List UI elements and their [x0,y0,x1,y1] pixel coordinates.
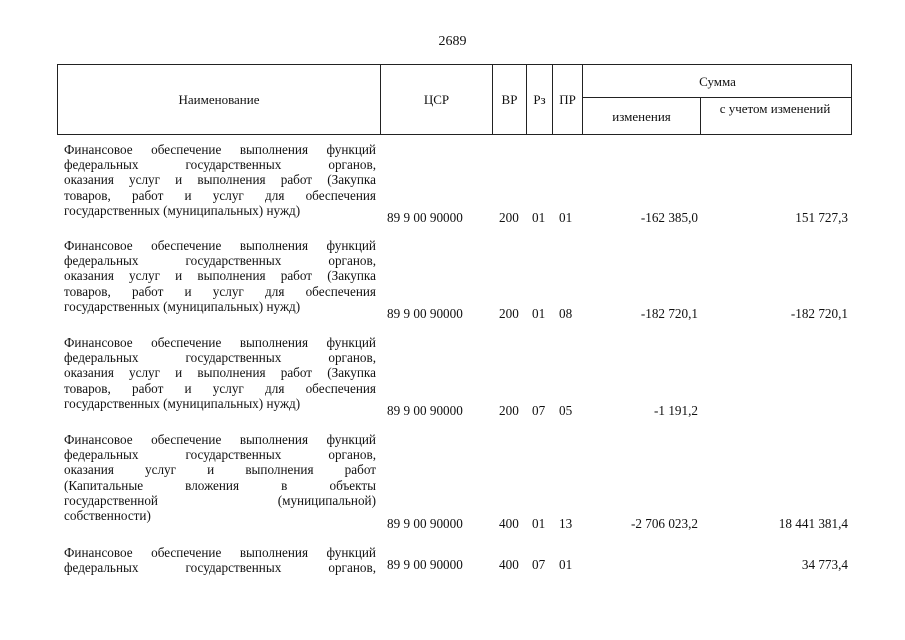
row-csr: 89 9 00 90000 [387,403,463,418]
row-vr: 200 [499,210,519,225]
header-with-change: с учетом изменений [719,101,831,116]
header-rz: Рз [533,92,546,107]
row-name: Финансовое обеспечение выполнения функций федеральных государственных органов, оказания услуг и выполнения работ (Закупка товаров, работ и услуг для обеспечения государственных (муниципальных) нужд) [64,238,376,314]
header-csr: ЦСР [423,92,450,107]
row-name: Финансовое обеспечение выполнения функций федеральных государственных органов, оказания услуг и выполнения работ (Закупка товаров, работ и услуг для обеспечения государственных (муниципальных) нужд) [64,335,376,411]
row-csr: 89 9 00 90000 [387,210,463,225]
header-change: изменения [612,109,671,124]
row-pr: 05 [559,403,573,418]
row-rz: 07 [532,557,546,572]
divider [700,97,701,135]
row-csr: 89 9 00 90000 [387,557,463,572]
row-vr: 400 [499,516,519,531]
header-name: Наименование [178,92,260,107]
row-csr: 89 9 00 90000 [387,516,463,531]
row-total: 18 441 381,4 [778,516,848,531]
row-change: -2 706 023,2 [630,516,698,531]
header-vr: ВР [501,92,518,107]
row-name: Финансовое обеспечение выполнения функций федеральных государственных органов, оказания услуг и выполнения работ (Капитальные вложения в объекты государственной (муниципальной) собственности) [64,432,376,524]
page-number: 2689 [438,34,467,49]
row-name: Финансовое обеспечение выполнения функций федеральных государственных органов, оказания услуг и выполнения работ (Закупка товаров, работ и услуг для обеспечения государственных (муниципальных) нужд) [64,142,376,218]
row-rz: 01 [532,516,546,531]
row-change: -182 720,1 [640,306,698,321]
row-vr: 200 [499,306,519,321]
row-rz: 01 [532,306,546,321]
row-change: -162 385,0 [640,210,698,225]
row-vr: 400 [499,557,519,572]
row-rz: 07 [532,403,546,418]
row-total: 34 773,4 [801,557,848,572]
header-pr: ПР [559,92,576,107]
row-vr: 200 [499,403,519,418]
row-pr: 08 [559,306,573,321]
divider [582,97,852,98]
row-pr: 01 [559,557,573,572]
row-rz: 01 [532,210,546,225]
row-pr: 13 [559,516,573,531]
row-change: -1 191,2 [654,403,698,418]
row-name: Финансовое обеспечение выполнения функций федеральных государственных органов, [64,545,376,576]
row-pr: 01 [559,210,573,225]
row-csr: 89 9 00 90000 [387,306,463,321]
header-sum: Сумма [699,74,736,89]
row-total: -182 720,1 [790,306,848,321]
row-total: 151 727,3 [795,210,848,225]
